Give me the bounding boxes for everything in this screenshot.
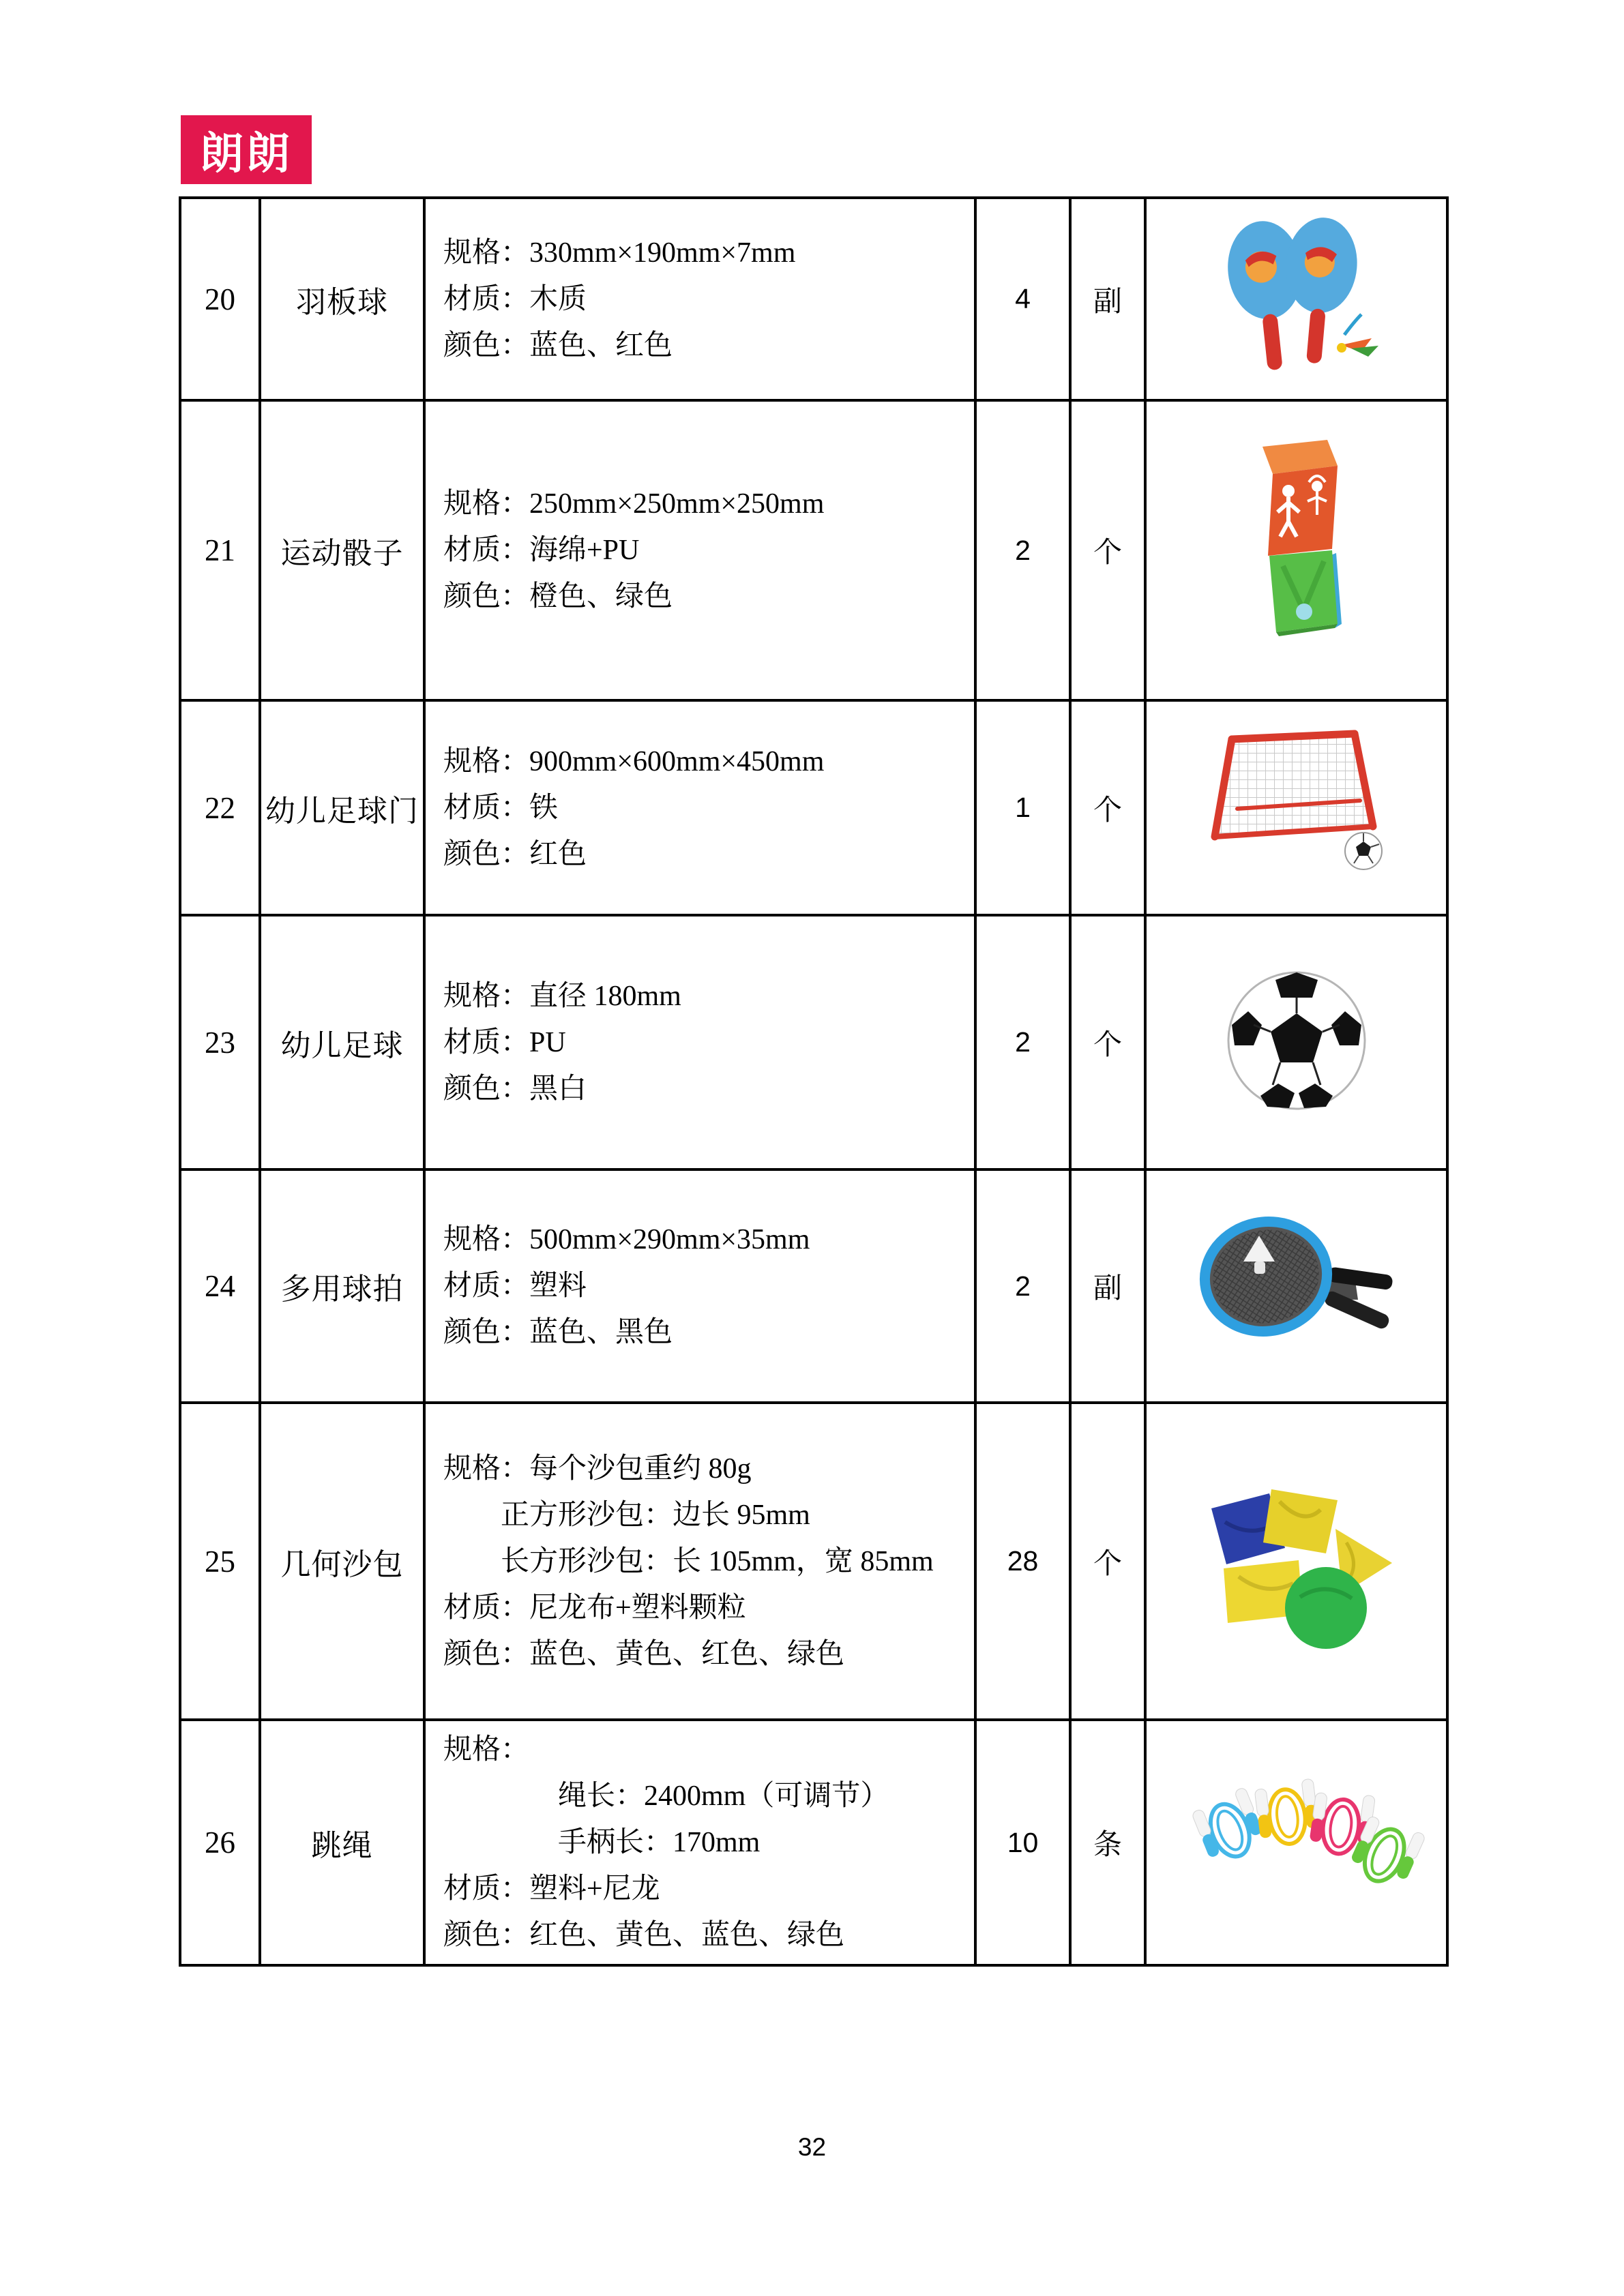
- unit-cell: 个: [1070, 1403, 1145, 1720]
- spec-line: 手柄长：170mm: [443, 1827, 761, 1858]
- item-name-cell: 多用球拍: [260, 1169, 424, 1403]
- unit-cell: 个: [1070, 915, 1145, 1169]
- spec-line: 正方形沙包：边长 95mm: [443, 1499, 810, 1531]
- shuttlecock-icon: [1337, 314, 1378, 357]
- unit-cell: 副: [1070, 198, 1145, 400]
- soccer-goal-image: [1194, 717, 1399, 898]
- spec-line: 颜色：红色: [443, 838, 587, 870]
- table-row: [180, 1720, 1447, 1965]
- spec-line: 材质：塑料+尼龙: [443, 1873, 660, 1905]
- spec-line: 长方形沙包：长 105mm，宽 85mm: [443, 1545, 934, 1577]
- brand-logo: 朗朗: [181, 115, 312, 184]
- spec-line: 材质：海绵+PU: [443, 535, 640, 566]
- quantity-cell: 4: [975, 198, 1070, 400]
- item-name-cell: 几何沙包: [260, 1403, 424, 1720]
- spec-line: 颜色：蓝色、红色: [443, 329, 673, 361]
- spec-line: 颜色：蓝色、黑色: [443, 1317, 673, 1348]
- spec-line: 规格：: [443, 1734, 530, 1765]
- table-row: [180, 700, 1447, 915]
- serial-cell: 25: [180, 1403, 260, 1720]
- spec-line: 规格：500mm×290mm×35mm: [443, 1224, 810, 1255]
- unit-cell: 个: [1070, 700, 1145, 915]
- item-name-cell: 运动骰子: [260, 400, 424, 700]
- serial-cell: 24: [180, 1169, 260, 1403]
- spec-line: 规格：直径 180mm: [443, 980, 681, 1012]
- photo-cell: [1145, 915, 1447, 1169]
- serial-cell: 20: [180, 198, 260, 400]
- quantity-cell: 28: [975, 1403, 1070, 1720]
- table-row: [180, 1169, 1447, 1403]
- item-name-cell: 跳绳: [260, 1720, 424, 1965]
- spec-line: 规格：330mm×190mm×7mm: [443, 237, 796, 269]
- spec-cell: [424, 700, 975, 915]
- serial-cell: 21: [180, 400, 260, 700]
- quantity-cell: 2: [975, 400, 1070, 700]
- spec-line: 材质：塑料: [443, 1270, 587, 1302]
- spec-line: 颜色：橙色、绿色: [443, 581, 673, 612]
- spec-line: 材质：PU: [443, 1026, 566, 1058]
- spec-cell: [424, 915, 975, 1169]
- table-row: [180, 198, 1447, 400]
- unit-cell: 副: [1070, 1169, 1145, 1403]
- table-row: [180, 915, 1447, 1169]
- table-row: [180, 400, 1447, 700]
- unit-cell: 个: [1070, 400, 1145, 700]
- item-name-cell: 羽板球: [260, 198, 424, 400]
- serial-cell: 22: [180, 700, 260, 915]
- photo-cell: [1145, 400, 1447, 700]
- photo-cell: [1145, 700, 1447, 915]
- item-name-cell: 幼儿足球: [260, 915, 424, 1169]
- spec-line: 颜色：蓝色、黄色、红色、绿色: [443, 1638, 845, 1670]
- bean-bags-image: [1184, 1461, 1409, 1662]
- sport-dice-image: [1215, 419, 1378, 682]
- quantity-cell: 1: [975, 700, 1070, 915]
- quantity-cell: 10: [975, 1720, 1070, 1965]
- badminton-paddles-image: [1208, 212, 1385, 386]
- equipment-table: [179, 196, 1449, 1967]
- unit-cell: 条: [1070, 1720, 1145, 1965]
- photo-cell: [1145, 1403, 1447, 1720]
- spec-cell: [424, 400, 975, 700]
- spec-cell: [424, 1169, 975, 1403]
- quantity-cell: 2: [975, 1169, 1070, 1403]
- serial-cell: 23: [180, 915, 260, 1169]
- spec-line: 规格：每个沙包重约 80g: [443, 1452, 752, 1485]
- spec-line: 材质：铁: [443, 792, 559, 824]
- serial-cell: 26: [180, 1720, 260, 1965]
- spec-line: 规格：250mm×250mm×250mm: [443, 488, 825, 520]
- photo-cell: [1145, 198, 1447, 400]
- spec-line: 规格：900mm×600mm×450mm: [443, 745, 825, 777]
- photo-cell: [1145, 1720, 1447, 1965]
- spec-cell: [424, 198, 975, 400]
- spec-cell: [424, 1403, 975, 1720]
- spec-line: 材质：尼龙布+塑料颗粒: [443, 1592, 746, 1624]
- spec-line: 绳长：2400mm（可调节）: [443, 1780, 889, 1812]
- jump-ropes-image: [1167, 1759, 1426, 1926]
- page-number: 32: [797, 2133, 827, 2161]
- spec-line: 颜色：黑白: [443, 1073, 587, 1105]
- spec-line: 材质：木质: [443, 283, 587, 315]
- item-name-cell: 幼儿足球门: [260, 700, 424, 915]
- spec-cell: [424, 1720, 975, 1965]
- spec-line: 颜色：红色、黄色、蓝色、绿色: [443, 1920, 845, 1951]
- racket-image: [1194, 1196, 1399, 1377]
- soccer-ball-image: [1218, 962, 1375, 1122]
- quantity-cell: 2: [975, 915, 1070, 1169]
- table-row: [180, 1403, 1447, 1720]
- photo-cell: [1145, 1169, 1447, 1403]
